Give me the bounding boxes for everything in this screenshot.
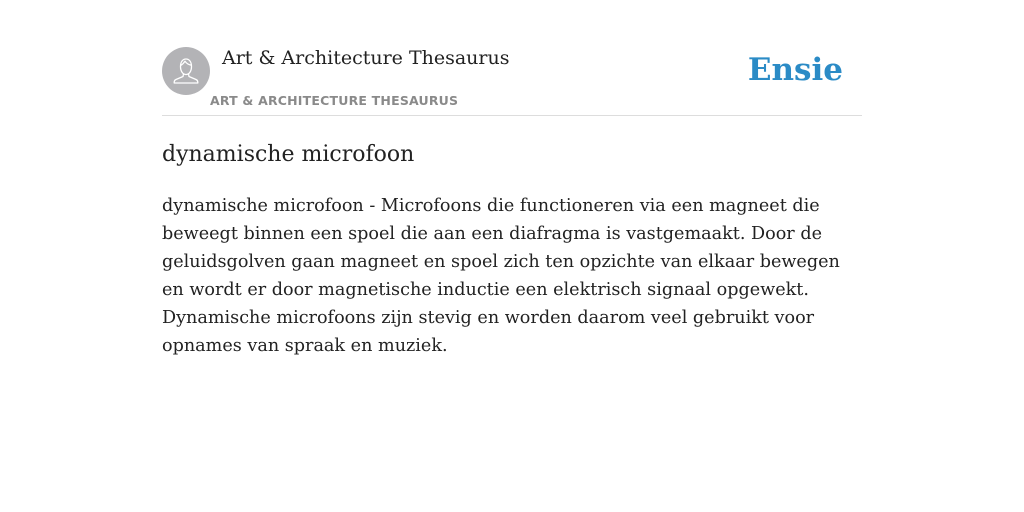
page-container — [162, 0, 862, 512]
source-subtitle: ART & ARCHITECTURE THESAURUS — [210, 93, 459, 108]
user-silhouette-icon — [162, 47, 210, 95]
entry-term: dynamische microfoon — [162, 142, 415, 167]
avatar[interactable] — [162, 47, 210, 95]
entry-header — [162, 0, 862, 116]
brand-logo[interactable]: Ensie — [747, 52, 843, 88]
source-title[interactable]: Art & Architecture Thesaurus — [222, 47, 510, 69]
entry-definition: dynamische microfoon - Microfoons die functioneren via een magneet die beweegt binnen een spoel die aan een diafragma is vastgemaakt. Door de geluidsgolven gaan magneet en spoel zich ten opzichte van elkaar bewegen en wordt er door magnetische inductie een elektrisch signaal opgewekt. Dynamische microfoons zijn stevig en worden daarom veel gebruikt voor opnames van spraak en muziek. — [162, 196, 840, 356]
